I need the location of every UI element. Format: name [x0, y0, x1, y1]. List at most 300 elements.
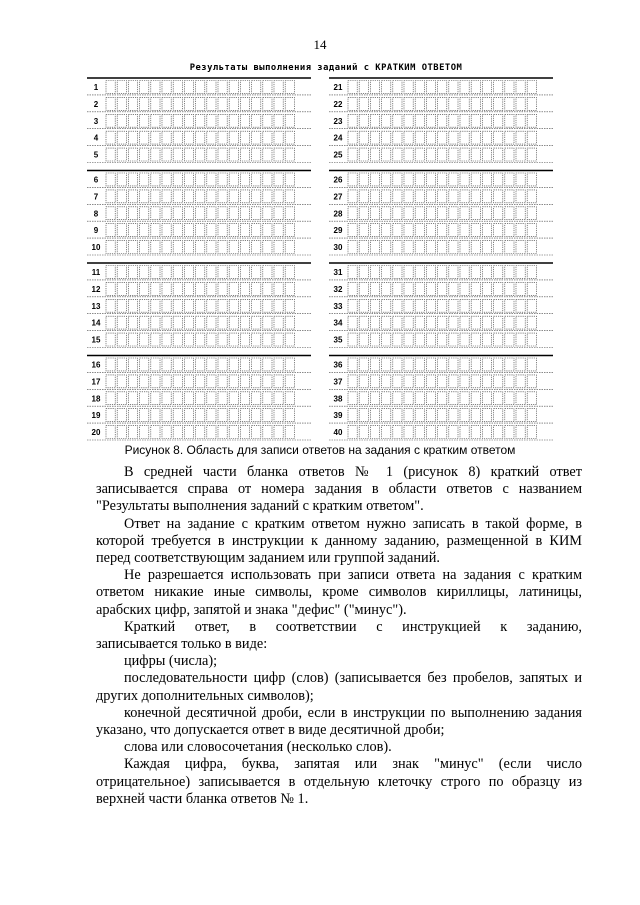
answer-cell: [505, 375, 514, 388]
answer-cell: [240, 81, 249, 94]
answer-cell: [252, 114, 261, 127]
answer-cell: [128, 392, 137, 405]
answer-cell: [263, 316, 272, 329]
answer-cell: [229, 81, 238, 94]
answer-cell: [348, 392, 357, 405]
answer-cell: [404, 426, 413, 439]
paragraph-3: Не разрешается использовать при записи ответа на задания с кратким ответом никакие иные символы, кроме символов кириллицы, латиницы, арабских цифр, запятой и знака "дефис" ("минус").: [96, 567, 582, 618]
answer-cell: [229, 426, 238, 439]
figure-caption: Рисунок 8. Область для записи ответов на задания с кратким ответом: [124, 443, 516, 457]
answer-cell: [151, 282, 160, 295]
answer-cell: [382, 81, 391, 94]
answer-cell: [117, 333, 126, 346]
answer-cell: [370, 148, 379, 161]
answer-cell: [505, 190, 514, 203]
answer-cell: [173, 266, 182, 279]
answer-cell: [460, 224, 469, 237]
question-number: 37: [333, 377, 343, 387]
answer-cell: [449, 358, 458, 371]
answer-cell: [173, 375, 182, 388]
answer-cell: [370, 266, 379, 279]
answer-cell: [426, 409, 435, 422]
answer-cell: [415, 282, 424, 295]
answer-cell: [438, 375, 447, 388]
answer-cell: [274, 131, 283, 144]
answer-cell: [404, 375, 413, 388]
answer-cell: [252, 392, 261, 405]
answer-cell: [173, 97, 182, 110]
answer-cell: [285, 114, 294, 127]
answer-cell: [285, 282, 294, 295]
answer-cell: [285, 148, 294, 161]
answer-cell: [426, 190, 435, 203]
answer-cell: [370, 131, 379, 144]
answer-cell: [494, 173, 503, 186]
answer-cell: [196, 224, 205, 237]
answer-cell: [505, 131, 514, 144]
answer-cell: [393, 81, 402, 94]
answer-cell: [229, 114, 238, 127]
answer-cell: [348, 131, 357, 144]
answer-cell: [494, 148, 503, 161]
answer-cell: [252, 358, 261, 371]
answer-cell: [285, 97, 294, 110]
answer-cell: [460, 299, 469, 312]
answer-cell: [370, 81, 379, 94]
question-number: 23: [333, 116, 343, 126]
answer-cell: [240, 148, 249, 161]
answer-cell: [196, 333, 205, 346]
answer-cell: [117, 358, 126, 371]
answer-cell: [252, 97, 261, 110]
answer-cell: [370, 333, 379, 346]
question-number: 24: [333, 133, 343, 143]
answer-cell: [117, 224, 126, 237]
answer-cell: [162, 190, 171, 203]
answer-cell: [117, 392, 126, 405]
answer-cell: [449, 426, 458, 439]
answer-cell: [207, 333, 216, 346]
answer-cell: [252, 81, 261, 94]
answer-cell: [438, 282, 447, 295]
answer-cell: [240, 358, 249, 371]
answer-cell: [128, 224, 137, 237]
answer-cell: [348, 409, 357, 422]
answer-cell: [263, 97, 272, 110]
answer-cell: [460, 392, 469, 405]
answer-cell: [196, 409, 205, 422]
answer-cell: [415, 409, 424, 422]
answer-cell: [117, 190, 126, 203]
answer-cell: [494, 131, 503, 144]
answer-cell: [117, 114, 126, 127]
answer-cell: [370, 409, 379, 422]
answer-cell: [404, 114, 413, 127]
answer-cell: [128, 282, 137, 295]
answer-cell: [173, 409, 182, 422]
answer-cell: [184, 207, 193, 220]
answer-cell: [460, 282, 469, 295]
answer-cell: [348, 316, 357, 329]
answer-cell: [527, 190, 536, 203]
answer-cell: [382, 224, 391, 237]
answer-cell: [482, 299, 491, 312]
answer-cell: [494, 282, 503, 295]
answer-cell: [348, 97, 357, 110]
answer-cell: [516, 207, 525, 220]
answer-cell: [285, 224, 294, 237]
answer-cell: [505, 392, 514, 405]
answer-cell: [449, 114, 458, 127]
question-number: 20: [91, 428, 101, 438]
answer-cell: [240, 241, 249, 254]
answer-cell: [426, 114, 435, 127]
answer-cell: [252, 426, 261, 439]
answer-cell: [516, 81, 525, 94]
paragraph-final: Каждая цифра, буква, запятая или знак "минус" (если число отрицательное) записывается в отдельную клеточку строго по образцу из верхней части бланка ответов № 1.: [96, 756, 582, 807]
answer-cell: [359, 207, 368, 220]
answer-cell: [218, 190, 227, 203]
answer-cell: [252, 241, 261, 254]
answer-cell: [505, 409, 514, 422]
answer-cell: [196, 282, 205, 295]
answer-cell: [438, 148, 447, 161]
answer-cell: [196, 207, 205, 220]
answer-cell: [404, 207, 413, 220]
answer-cell: [285, 131, 294, 144]
answer-cell: [359, 358, 368, 371]
answer-cell: [128, 190, 137, 203]
answer-cell: [240, 114, 249, 127]
answer-cell: [370, 358, 379, 371]
question-number: 22: [333, 99, 343, 109]
paragraph-1: В средней части бланка ответов № 1 (рисунок 8) краткий ответ записывается справа от номера задания в области ответов с названием "Результаты выполнения заданий с кратким ответом".: [96, 464, 582, 515]
answer-cell: [162, 97, 171, 110]
answer-cell: [184, 114, 193, 127]
answer-cell: [274, 207, 283, 220]
answer-cell: [196, 148, 205, 161]
answer-cell: [117, 131, 126, 144]
answer-cell: [393, 333, 402, 346]
answer-cell: [482, 81, 491, 94]
answer-cell: [207, 426, 216, 439]
answer-cell: [438, 409, 447, 422]
answer-cell: [196, 190, 205, 203]
answer-cell: [184, 316, 193, 329]
answer-cell: [393, 148, 402, 161]
answer-cell: [370, 299, 379, 312]
answer-cell: [196, 173, 205, 186]
answer-cell: [140, 81, 149, 94]
answer-cell: [263, 81, 272, 94]
answer-cell: [285, 299, 294, 312]
answer-cell: [359, 224, 368, 237]
answer-cell: [415, 426, 424, 439]
answer-cell: [505, 316, 514, 329]
answer-cell: [229, 316, 238, 329]
answer-cell: [252, 207, 261, 220]
answer-cell: [140, 392, 149, 405]
answer-cell: [117, 299, 126, 312]
answer-cell: [449, 392, 458, 405]
answer-cell: [162, 375, 171, 388]
answer-cell: [240, 266, 249, 279]
answer-cell: [274, 81, 283, 94]
body-text: [96, 464, 582, 808]
answer-cell: [415, 190, 424, 203]
question-number: 36: [333, 360, 343, 370]
answer-cell: [128, 375, 137, 388]
answer-cell: [415, 333, 424, 346]
answer-cell: [173, 282, 182, 295]
answer-cell: [218, 282, 227, 295]
answer-cell: [505, 97, 514, 110]
answer-cell: [415, 97, 424, 110]
answer-cell: [527, 241, 536, 254]
answer-cell: [482, 375, 491, 388]
answer-cell: [285, 173, 294, 186]
answer-cell: [162, 131, 171, 144]
answer-cell: [274, 426, 283, 439]
answer-cell: [229, 333, 238, 346]
answer-cell: [106, 333, 115, 346]
answer-cell: [449, 81, 458, 94]
answer-cell: [471, 224, 480, 237]
answer-cell: [516, 375, 525, 388]
answer-cell: [527, 114, 536, 127]
answer-cell: [393, 131, 402, 144]
answer-cell: [505, 266, 514, 279]
answer-cell: [218, 114, 227, 127]
answer-cell: [196, 131, 205, 144]
answer-cell: [415, 148, 424, 161]
answer-cell: [382, 207, 391, 220]
answer-cell: [348, 148, 357, 161]
answer-cell: [494, 426, 503, 439]
answer-cell: [240, 207, 249, 220]
answer-cell: [359, 333, 368, 346]
answer-cell: [449, 97, 458, 110]
answer-cell: [229, 358, 238, 371]
question-number: 12: [91, 284, 101, 294]
answer-cell: [106, 392, 115, 405]
answer-cell: [117, 207, 126, 220]
answer-cell: [240, 282, 249, 295]
answer-cell: [274, 224, 283, 237]
answer-cell: [359, 375, 368, 388]
answer-cell: [426, 148, 435, 161]
answer-cell: [426, 81, 435, 94]
answer-cell: [471, 299, 480, 312]
answer-cell: [438, 97, 447, 110]
answer-cell: [207, 190, 216, 203]
question-number: 38: [333, 394, 343, 404]
answer-cell: [151, 81, 160, 94]
answer-cell: [382, 409, 391, 422]
answer-cell: [252, 224, 261, 237]
answer-cell: [426, 266, 435, 279]
answer-cell: [449, 266, 458, 279]
answer-cell: [106, 148, 115, 161]
answer-cell: [263, 358, 272, 371]
answer-cell: [438, 333, 447, 346]
answer-cell: [505, 282, 514, 295]
answer-cell: [460, 114, 469, 127]
answer-cell: [229, 173, 238, 186]
answer-cell: [207, 316, 216, 329]
answer-cell: [415, 81, 424, 94]
answer-cell: [207, 409, 216, 422]
answer-cell: [207, 241, 216, 254]
answer-cell: [482, 224, 491, 237]
answer-cell: [184, 241, 193, 254]
answer-cell: [218, 358, 227, 371]
answer-cell: [460, 131, 469, 144]
answer-cell: [494, 114, 503, 127]
answer-cell: [162, 241, 171, 254]
answer-cell: [449, 148, 458, 161]
answer-cell: [140, 426, 149, 439]
answer-cell: [471, 131, 480, 144]
answer-cell: [140, 97, 149, 110]
answer-cell: [516, 148, 525, 161]
answer-cell: [162, 409, 171, 422]
answer-cell: [229, 131, 238, 144]
answer-cell: [382, 266, 391, 279]
answer-cell: [106, 409, 115, 422]
answer-cell: [404, 131, 413, 144]
answer-cell: [252, 409, 261, 422]
answer-cell: [382, 282, 391, 295]
answer-cell: [274, 409, 283, 422]
answer-cell: [274, 190, 283, 203]
answer-cell: [516, 173, 525, 186]
answer-cell: [252, 282, 261, 295]
answer-cell: [263, 392, 272, 405]
answer-cell: [274, 241, 283, 254]
answer-cell: [218, 333, 227, 346]
answer-cell: [359, 426, 368, 439]
answer-cell: [348, 114, 357, 127]
answer-cell: [207, 266, 216, 279]
answer-cell: [471, 173, 480, 186]
answer-cell: [527, 81, 536, 94]
answer-cell: [348, 426, 357, 439]
answer-cell: [438, 114, 447, 127]
answer-cell: [151, 131, 160, 144]
answer-cell: [370, 426, 379, 439]
answer-cell: [263, 207, 272, 220]
question-number: 21: [333, 83, 343, 92]
answer-cell: [252, 333, 261, 346]
question-number: 8: [93, 209, 99, 219]
answer-cell: [162, 207, 171, 220]
answer-cell: [359, 131, 368, 144]
answer-cell: [449, 316, 458, 329]
answer-cell: [460, 148, 469, 161]
answer-cell: [184, 426, 193, 439]
answer-cell: [516, 224, 525, 237]
answer-cell: [184, 173, 193, 186]
answer-cell: [151, 190, 160, 203]
answer-cell: [460, 409, 469, 422]
answer-cell: [460, 241, 469, 254]
answer-cell: [393, 224, 402, 237]
answer-cell: [471, 97, 480, 110]
answer-cell: [359, 266, 368, 279]
answer-cell: [151, 409, 160, 422]
answer-cell: [117, 375, 126, 388]
answer-cell: [393, 207, 402, 220]
answer-cell: [128, 81, 137, 94]
answer-cell: [106, 299, 115, 312]
list-item-decimal: конечной десятичной дроби, если в инструкции по выполнению задания указано, что допускается ответ в виде десятичной дроби;: [96, 704, 582, 739]
answer-cell: [438, 266, 447, 279]
answer-cell: [415, 173, 424, 186]
answer-cell: [404, 282, 413, 295]
answer-cell: [162, 333, 171, 346]
answer-cell: [128, 333, 137, 346]
answer-cell: [106, 358, 115, 371]
answer-cell: [438, 190, 447, 203]
answer-cell: [382, 375, 391, 388]
answer-cell: [240, 333, 249, 346]
answer-cell: [415, 266, 424, 279]
answer-cell: [471, 114, 480, 127]
answer-cell: [482, 207, 491, 220]
answer-cell: [252, 316, 261, 329]
answer-cell: [229, 282, 238, 295]
answer-cell: [140, 241, 149, 254]
answer-cell: [438, 131, 447, 144]
answer-cell: [106, 81, 115, 94]
answer-cell: [274, 282, 283, 295]
question-number: 15: [91, 335, 101, 345]
answer-cell: [359, 148, 368, 161]
answer-cell: [240, 375, 249, 388]
answer-cell: [128, 207, 137, 220]
answer-cell: [162, 114, 171, 127]
answer-cell: [382, 333, 391, 346]
question-number: 35: [333, 335, 343, 345]
question-number: 27: [333, 192, 343, 202]
answer-cell: [117, 148, 126, 161]
answer-cell: [218, 266, 227, 279]
answer-cell: [151, 299, 160, 312]
answer-cell: [207, 375, 216, 388]
answer-cell: [263, 224, 272, 237]
answer-cell: [106, 207, 115, 220]
answer-cell: [482, 392, 491, 405]
answer-cell: [117, 81, 126, 94]
answer-cell: [527, 131, 536, 144]
question-number: 19: [91, 411, 101, 421]
answer-cell: [184, 333, 193, 346]
answer-cell: [471, 190, 480, 203]
answer-cell: [348, 266, 357, 279]
answer-cell: [106, 266, 115, 279]
list-item-words: слова или словосочетания (несколько слов).: [124, 739, 392, 756]
answer-cell: [263, 114, 272, 127]
answer-cell: [359, 392, 368, 405]
answer-cell: [229, 190, 238, 203]
answer-cell: [516, 333, 525, 346]
answer-cell: [285, 409, 294, 422]
answer-cell: [207, 224, 216, 237]
answer-cell: [460, 207, 469, 220]
answer-cell: [370, 316, 379, 329]
answer-cell: [482, 266, 491, 279]
